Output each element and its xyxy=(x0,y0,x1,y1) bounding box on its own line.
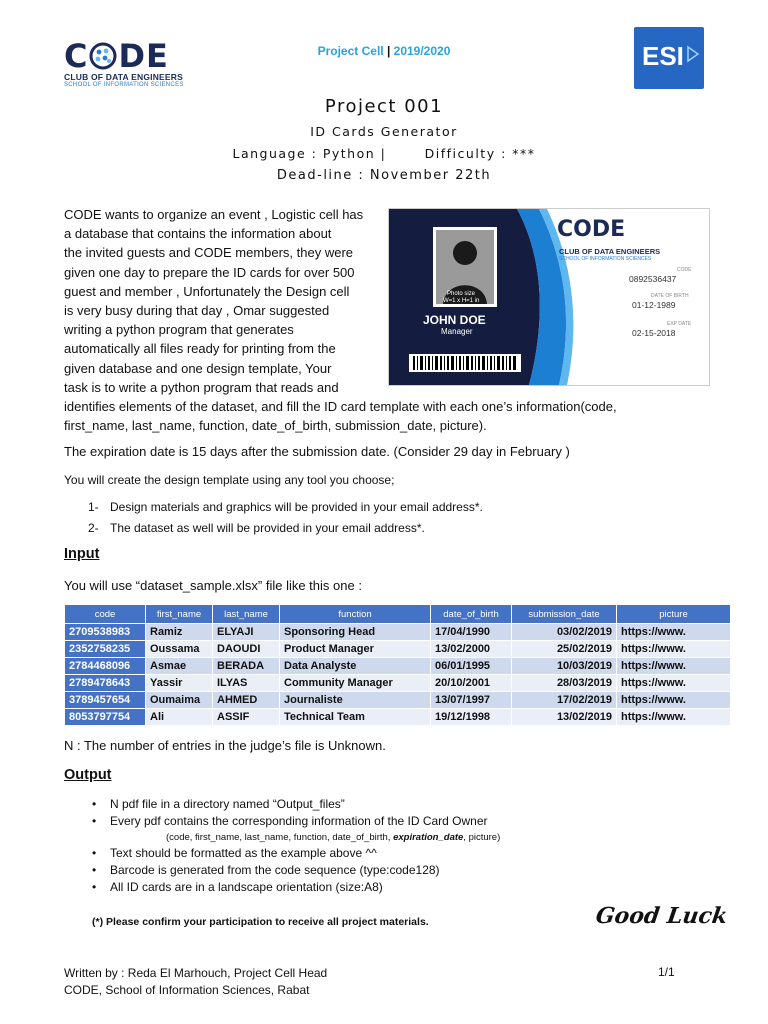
dataset-table xyxy=(64,604,731,726)
table-row xyxy=(65,709,731,726)
cell-picture: https://www. xyxy=(617,675,731,692)
list-item xyxy=(64,813,500,830)
intro-line: the invited guests and CODE members, they were xyxy=(64,245,354,261)
list-text: Every pdf contains the corresponding information of the ID Card Owner xyxy=(110,814,488,828)
cell-first-name: Oussama xyxy=(146,641,213,658)
project-cell-label: Project Cell xyxy=(317,44,384,58)
cell-submission-date: 25/02/2019 xyxy=(512,641,617,658)
cell-code: 3789457654 xyxy=(65,692,146,709)
list-text: Design materials and graphics will be provided in your email address*. xyxy=(110,500,483,514)
bullet-icon: • xyxy=(92,863,97,877)
input-heading: Input xyxy=(64,546,100,562)
cell-code: 2784468096 xyxy=(65,658,146,675)
footer-author: Written by : Reda El Marhouch, Project Cell Head xyxy=(64,966,328,980)
cell-picture: https://www. xyxy=(617,641,731,658)
card-code-label: CODE xyxy=(677,267,692,273)
intro-line: writing a python program that generates xyxy=(64,322,294,338)
intro-line: first_name, last_name, function, date_of_birth, submission_date, picture). xyxy=(64,418,487,434)
project-subtitle: ID Cards Generator xyxy=(310,124,458,139)
project-year: 2019/2020 xyxy=(393,44,451,58)
cell-date-of-birth: 19/12/1998 xyxy=(431,709,512,726)
card-code-value: 0892536437 xyxy=(629,274,677,284)
cell-code: 2352758235 xyxy=(65,641,146,658)
list-item xyxy=(64,879,500,896)
cell-submission-date: 13/02/2019 xyxy=(512,709,617,726)
bullet-icon: • xyxy=(92,797,97,811)
list-item xyxy=(64,518,483,539)
column-header: last_name xyxy=(213,605,280,624)
subnote-text: (code, first_name, last_name, function, date_of_birth, xyxy=(166,832,394,843)
intro-line: given one day to prepare the ID cards for over 500 xyxy=(64,264,355,280)
table-row xyxy=(65,692,731,709)
cell-submission-date: 10/03/2019 xyxy=(512,658,617,675)
intro-line: CODE wants to organize an event , Logistic cell has xyxy=(64,207,364,222)
arrow-icon xyxy=(686,45,700,63)
column-header: function xyxy=(280,605,431,624)
expiration-note: The expiration date is 15 days after the submission date. (Consider 29 day in February ) xyxy=(64,444,570,459)
list-item xyxy=(64,796,500,813)
cell-date-of-birth: 13/07/1997 xyxy=(431,692,512,709)
intro-line: guest and member , Unfortunately the Design cell xyxy=(64,283,350,299)
cell-first-name: Ali xyxy=(146,709,213,726)
column-header: date_of_birth xyxy=(431,605,512,624)
card-dob-value: 01-12-1989 xyxy=(632,300,676,310)
input-note: You will use “dataset_sample.xlsx” file like this one : xyxy=(64,578,362,593)
card-role: Manager xyxy=(441,327,473,336)
intro-paragraph-continued xyxy=(64,397,708,435)
header-separator: | xyxy=(383,44,394,58)
cell-last-name: ILYAS xyxy=(213,675,280,692)
cell-function: Journaliste xyxy=(280,692,431,709)
language-difficulty: Language : Python | Difficulty : *** xyxy=(232,146,536,161)
bullet-icon: • xyxy=(92,846,97,860)
card-logo-subtitle: CLUB OF DATA ENGINEERS xyxy=(559,247,661,256)
intro-line: is very busy during that day , Omar suggested xyxy=(64,303,330,319)
list-number: 1- xyxy=(88,500,99,514)
list-item xyxy=(64,862,500,879)
logo-subtitle: CLUB OF DATA ENGINEERS xyxy=(64,72,183,82)
list-item xyxy=(64,845,500,862)
cell-picture: https://www. xyxy=(617,692,731,709)
cell-submission-date: 28/03/2019 xyxy=(512,675,617,692)
entries-note: N : The number of entries in the judge’s file is Unknown. xyxy=(64,738,386,753)
cell-function: Sponsoring Head xyxy=(280,624,431,641)
page-number: 1/1 xyxy=(658,965,675,979)
bullet-icon: • xyxy=(92,814,97,828)
output-bullet-list xyxy=(64,796,500,896)
list-text: Text should be formatted as the example above ^^ xyxy=(110,846,377,860)
column-header: picture xyxy=(617,605,731,624)
list-text: All ID cards are in a landscape orientation (size:A8) xyxy=(110,880,383,894)
list-number: 2- xyxy=(88,521,99,535)
card-exp-label: EXP DATE xyxy=(667,321,692,327)
card-name: JOHN DOE xyxy=(423,313,486,327)
cell-last-name: AHMED xyxy=(213,692,280,709)
cell-function: Community Manager xyxy=(280,675,431,692)
cell-picture: https://www. xyxy=(617,624,731,641)
bullet-icon: • xyxy=(92,880,97,894)
cell-function: Technical Team xyxy=(280,709,431,726)
cell-last-name: DAOUDI xyxy=(213,641,280,658)
table-header-row xyxy=(65,605,731,624)
intro-line: given database and one design template, Your xyxy=(64,360,332,376)
column-header: first_name xyxy=(146,605,213,624)
good-luck: Good Luck xyxy=(594,903,730,929)
cell-picture: https://www. xyxy=(617,709,731,726)
code-logo-wordmark: C DE xyxy=(64,37,169,75)
intro-line: a database that contains the information about xyxy=(64,226,332,242)
cell-picture: https://www. xyxy=(617,658,731,675)
deadline: Dead-line : November 22th xyxy=(276,168,492,183)
cell-date-of-birth: 17/04/1990 xyxy=(431,624,512,641)
subnote-emphasis: expiration_date xyxy=(393,832,464,843)
output-heading: Output xyxy=(64,767,112,783)
cell-first-name: Asmae xyxy=(146,658,213,675)
logo-school: SCHOOL OF INFORMATION SCIENCES xyxy=(64,82,184,88)
card-exp-value: 02-15-2018 xyxy=(632,328,676,338)
table-row xyxy=(65,641,731,658)
intro-paragraph xyxy=(64,205,376,397)
column-header: submission_date xyxy=(512,605,617,624)
list-text: The dataset as well will be provided in your email address*. xyxy=(110,521,425,535)
list-item xyxy=(64,497,483,518)
intro-line: task is to write a python program that reads and xyxy=(64,379,339,395)
cell-last-name: ASSIF xyxy=(213,709,280,726)
subnote-text: , picture) xyxy=(463,832,501,843)
column-header: code xyxy=(65,605,146,624)
intro-line: automatically all files ready for printing from the xyxy=(64,341,336,357)
card-dob-label: DATE OF BIRTH xyxy=(651,293,689,299)
cell-function: Data Analyste xyxy=(280,658,431,675)
cell-last-name: BERADA xyxy=(213,658,280,675)
id-card-example xyxy=(388,208,710,386)
design-note: You will create the design template using any tool you choose; xyxy=(64,473,395,487)
cell-date-of-birth: 06/01/1995 xyxy=(431,658,512,675)
footer xyxy=(64,965,327,999)
list-text: N pdf file in a directory named “Output_files” xyxy=(110,797,345,811)
list-text: Barcode is generated from the code sequence (type:code128) xyxy=(110,863,440,877)
intro-line: identifies elements of the dataset, and fill the ID card template with each one’s information(code, xyxy=(64,399,617,414)
photo-size-value: W=1 x H=1 in xyxy=(443,298,480,304)
table-row xyxy=(65,624,731,641)
cell-code: 2789478643 xyxy=(65,675,146,692)
esi-logo xyxy=(634,27,704,89)
project-title: Project 001 xyxy=(324,96,444,117)
cell-first-name: Yassir xyxy=(146,675,213,692)
esi-logo-text: ESI xyxy=(642,41,684,71)
cell-submission-date: 17/02/2019 xyxy=(512,692,617,709)
cell-code: 2709538983 xyxy=(65,624,146,641)
barcode-icon xyxy=(409,354,521,372)
cell-function: Product Manager xyxy=(280,641,431,658)
footer-organization: CODE, School of Information Sciences, Rabat xyxy=(64,983,310,997)
cell-date-of-birth: 20/10/2001 xyxy=(431,675,512,692)
cell-code: 8053797754 xyxy=(65,709,146,726)
cell-first-name: Ramiz xyxy=(146,624,213,641)
cell-date-of-birth: 13/02/2000 xyxy=(431,641,512,658)
confirm-note: (*) Please confirm your participation to receive all project materials. xyxy=(92,916,429,928)
photo-size-label: Photo size xyxy=(447,291,476,297)
cell-last-name: ELYAJI xyxy=(213,624,280,641)
numbered-list xyxy=(64,497,483,539)
fields-subnote xyxy=(64,830,500,845)
table-row xyxy=(65,675,731,692)
card-logo: CODE xyxy=(557,217,626,242)
cell-first-name: Oumaima xyxy=(146,692,213,709)
cell-submission-date: 03/02/2019 xyxy=(512,624,617,641)
card-logo-school: SCHOOL OF INFORMATION SCIENCES xyxy=(559,256,652,262)
table-row xyxy=(65,658,731,675)
